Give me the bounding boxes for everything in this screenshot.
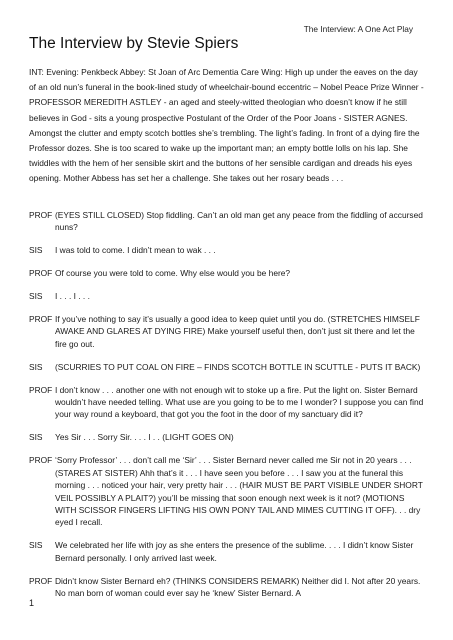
document-title: The Interview by Stevie Spiers <box>29 35 239 52</box>
script-line <box>29 313 425 350</box>
speaker: PROF <box>29 384 53 395</box>
speaker: PROF <box>29 455 53 466</box>
dialogue: Yes Sir . . . Sorry Sir. . . . I . . (LIGHT GOES ON) <box>55 432 234 443</box>
speaker: PROF <box>29 268 53 279</box>
script-line <box>29 575 425 600</box>
script-line <box>29 361 425 373</box>
dialogue: I don’t know . . . another one with not enough wit to stoke up a fire. Put the light on. Sister Bernard wouldn’t have needed telling. What use are you going to be to me I wonder? I suppose you can find your way round a keyboard, that got you the foot in the door of my sanctuary did it? <box>55 384 424 420</box>
script-line <box>29 384 425 421</box>
dialogue: I was told to come. I didn’t mean to wak . . . <box>55 245 216 256</box>
speaker: PROF <box>29 314 53 325</box>
script-line <box>29 454 425 528</box>
dialogue: (EYES STILL CLOSED) Stop fiddling. Can’t an old man get any peace from the fiddling of accursed nuns? <box>55 210 423 233</box>
dialogue: If you’ve nothing to say it’s usually a good idea to keep quiet until you do. (STRETCHES HIMSELF AWAKE AND GLARES AT DYING FIRE) Make yourself useful then, don’t just sit there and let the fire go out. <box>55 314 420 349</box>
script-line <box>29 290 425 302</box>
script-line <box>29 431 425 443</box>
speaker: PROF <box>29 575 53 586</box>
speaker: PROF <box>29 210 53 220</box>
dialogue: Of course you were told to come. Why else would you be here? <box>55 268 291 279</box>
dialogue: Didn’t know Sister Bernard eh? (THINKS CONSIDERS REMARK) Neither did I. Not after 20 years. No man born of woman could ever say he ‘knew’ Sister Bernard. A <box>55 575 421 598</box>
running-header: The Interview: A One Act Play <box>303 24 413 34</box>
dialogue: ‘Sorry Professor’ . . . don’t call me ‘Sir’ . . . Sister Bernard never called me Sir not in 20 years . . . (STARES AT SISTER) Ahh that’s it . . . I have seen you before . . . I saw you at the funeral this morning . . . noticed your hair, very pretty hair . . . (HAIR MUST BE PART VISIBLE UNDER SHORT VEIL POSSIBLY A PLAIT?) you’ll be missing that soon enough next week is it not? (MOTIONS WITH SCISSOR FINGERS LIFTING HIS OWN PONY TAIL AND MIMES CUTTING IT OFF). . . dry eyed I recall. <box>55 455 423 528</box>
speaker: SIS <box>29 540 43 551</box>
dialogue: (SCURRIES TO PUT COAL ON FIRE – FINDS SCOTCH BOTTLE IN SCUTTLE - PUTS IT BACK) <box>55 361 421 372</box>
dialogue: We celebrated her life with joy as she enters the presence of the sublime. . . . I didn’t know Sister Bernard personally. I only arrived last week. <box>55 540 414 563</box>
script-line <box>29 209 425 234</box>
script-body <box>29 209 425 610</box>
speaker: SIS <box>29 361 43 372</box>
speaker: SIS <box>29 245 43 256</box>
script-line <box>29 267 425 279</box>
scene-intro: INT: Evening: Penkbeck Abbey: St Joan of Arc Dementia Care Wing: High up under the eaves on the day of an old nun’s funeral in the book-lined study of wheelchair-bound eccentric – Nobel Peace Prize Winner - PROFESSOR MEREDITH ASTLEY - an aged and steely-witted theologian who doesn’t know if he still believes in God - sits a young prospective Postulant of the Order of the Poor Joans - SISTER AGNES. Amongst the clutter and empty scotch bottles she’s trembling. The light’s fading. In front of a dying fire the Professor dozes. She is too scared to wake up the important man; an empty bottle lolls on his lap. She twiddles with the hem of her sensible skirt and the buttons of her sensible cardigan and dreads his eyes opening. Mother Abbess has set her a challenge. She takes out her rosary beads . . . <box>29 67 424 184</box>
page-number: 1 <box>29 598 35 608</box>
speaker: SIS <box>29 291 43 302</box>
script-line <box>29 539 425 564</box>
script-line <box>29 244 425 256</box>
dialogue: I . . . I . . . <box>55 291 90 302</box>
speaker: SIS <box>29 432 43 443</box>
